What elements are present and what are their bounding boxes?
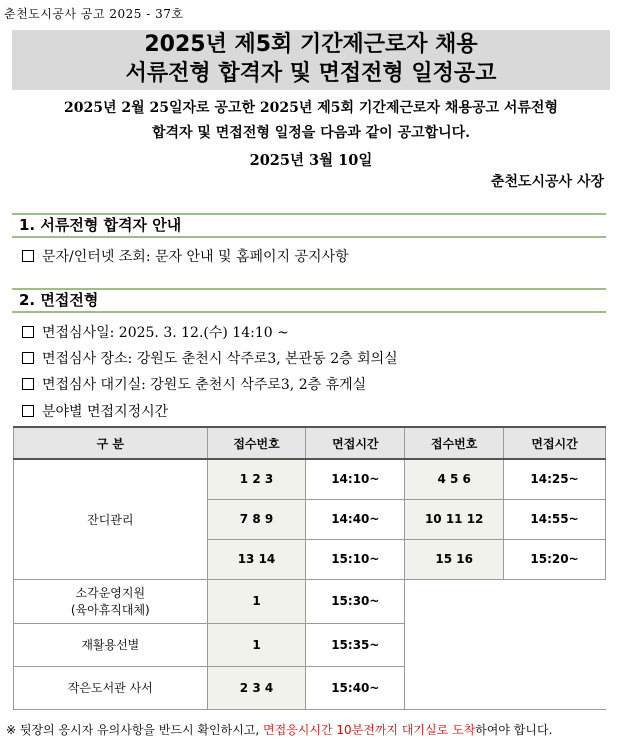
time-cell: 14:40~	[306, 499, 405, 539]
category-note: (육아휴직대체)	[70, 603, 150, 617]
section-2-heading: 2. 면접전형	[12, 288, 606, 313]
time-cell: 15:30~	[306, 579, 405, 623]
footnote-text: ※ 뒷장의 응시자 유의사항을 반드시 확인하시고,	[6, 723, 264, 737]
footnote-highlight: 면접응시시간 10분전까지 대기실로 도착	[263, 723, 476, 737]
checkbox-icon	[22, 352, 34, 364]
bullet-text: 면접심사일: 2025. 3. 12.(수) 14:10 ~	[42, 325, 289, 341]
bullet-text: 면접심사 대기실: 강원도 춘천시 삭주로3, 2층 휴게실	[42, 377, 367, 393]
time-cell: 15:35~	[306, 623, 405, 666]
intro-line-2: 합격자 및 면접전형 일정을 다음과 같이 공고합니다.	[151, 125, 471, 141]
title-line-1: 2025년 제5회 기간제근로자 채용	[144, 32, 478, 57]
bullet-text: 분야별 면접지정시간	[42, 404, 169, 420]
applicant-no-cell: 7 8 9	[207, 499, 306, 539]
intro-line-1: 2025년 2월 25일자로 공고한 2025년 제5회 기간제근로자 채용공고 서류전형	[64, 100, 558, 116]
title-line-2: 서류전형 합격자 및 면접전형 일정공고	[125, 61, 497, 86]
table-row	[14, 579, 606, 623]
header-applicant-no: 접수번호	[207, 427, 306, 459]
applicant-no-cell: 1	[207, 579, 306, 623]
applicant-no-cell: 1	[207, 623, 306, 666]
header-interview-time: 면접시간	[306, 427, 405, 459]
empty-cell	[405, 666, 606, 709]
applicant-no-cell: 1 2 3	[207, 459, 306, 499]
empty-cell	[405, 579, 606, 623]
category-name: 소각운영지원	[75, 586, 146, 600]
time-cell: 14:25~	[504, 459, 606, 499]
section-1-heading: 1. 서류전형 합격자 안내	[12, 213, 606, 238]
time-cell: 15:20~	[504, 539, 606, 579]
empty-cell	[405, 623, 606, 666]
bullet-text: 문자/인터넷 조회: 문자 안내 및 홈페이지 공지사항	[42, 249, 349, 265]
interview-schedule-table	[13, 426, 606, 710]
applicant-no-cell: 13 14	[207, 539, 306, 579]
section-2-item	[22, 374, 366, 394]
bullet-text: 면접심사 장소: 강원도 춘천시 삭주로3, 본관동 2층 회의실	[42, 351, 398, 367]
header-interview-time: 면접시간	[504, 427, 606, 459]
footnote-text-end: 하여야 합니다.	[475, 723, 553, 737]
table-header-row	[14, 427, 606, 459]
header-category: 구 분	[14, 427, 208, 459]
section-2-item	[22, 401, 168, 421]
header-applicant-no: 접수번호	[405, 427, 504, 459]
category-cell	[14, 579, 208, 623]
footnote	[6, 721, 552, 738]
announcement-date: 2025년 3월 10일	[249, 152, 373, 169]
checkbox-icon	[22, 250, 34, 262]
time-cell: 15:40~	[306, 666, 405, 709]
checkbox-icon	[22, 326, 34, 338]
category-cell: 잔디관리	[14, 459, 208, 579]
applicant-no-cell: 10 11 12	[405, 499, 504, 539]
table-row	[14, 459, 606, 499]
category-cell: 재활용선별	[14, 623, 208, 666]
applicant-no-cell: 15 16	[405, 539, 504, 579]
table-row	[14, 623, 606, 666]
time-cell: 14:10~	[306, 459, 405, 499]
time-cell: 14:55~	[504, 499, 606, 539]
applicant-no-cell: 2 3 4	[207, 666, 306, 709]
issuer: 춘천도시공사 사장	[490, 174, 604, 190]
section-2-item	[22, 348, 398, 368]
checkbox-icon	[22, 405, 34, 417]
notice-number: 춘천도시공사 공고 2025 - 37호	[4, 7, 184, 21]
section-1-item	[22, 246, 349, 266]
section-2-item	[22, 322, 289, 342]
time-cell: 15:10~	[306, 539, 405, 579]
category-cell: 작은도서관 사서	[14, 666, 208, 709]
table-row	[14, 666, 606, 709]
document-title	[12, 30, 610, 90]
checkbox-icon	[22, 378, 34, 390]
applicant-no-cell: 4 5 6	[405, 459, 504, 499]
